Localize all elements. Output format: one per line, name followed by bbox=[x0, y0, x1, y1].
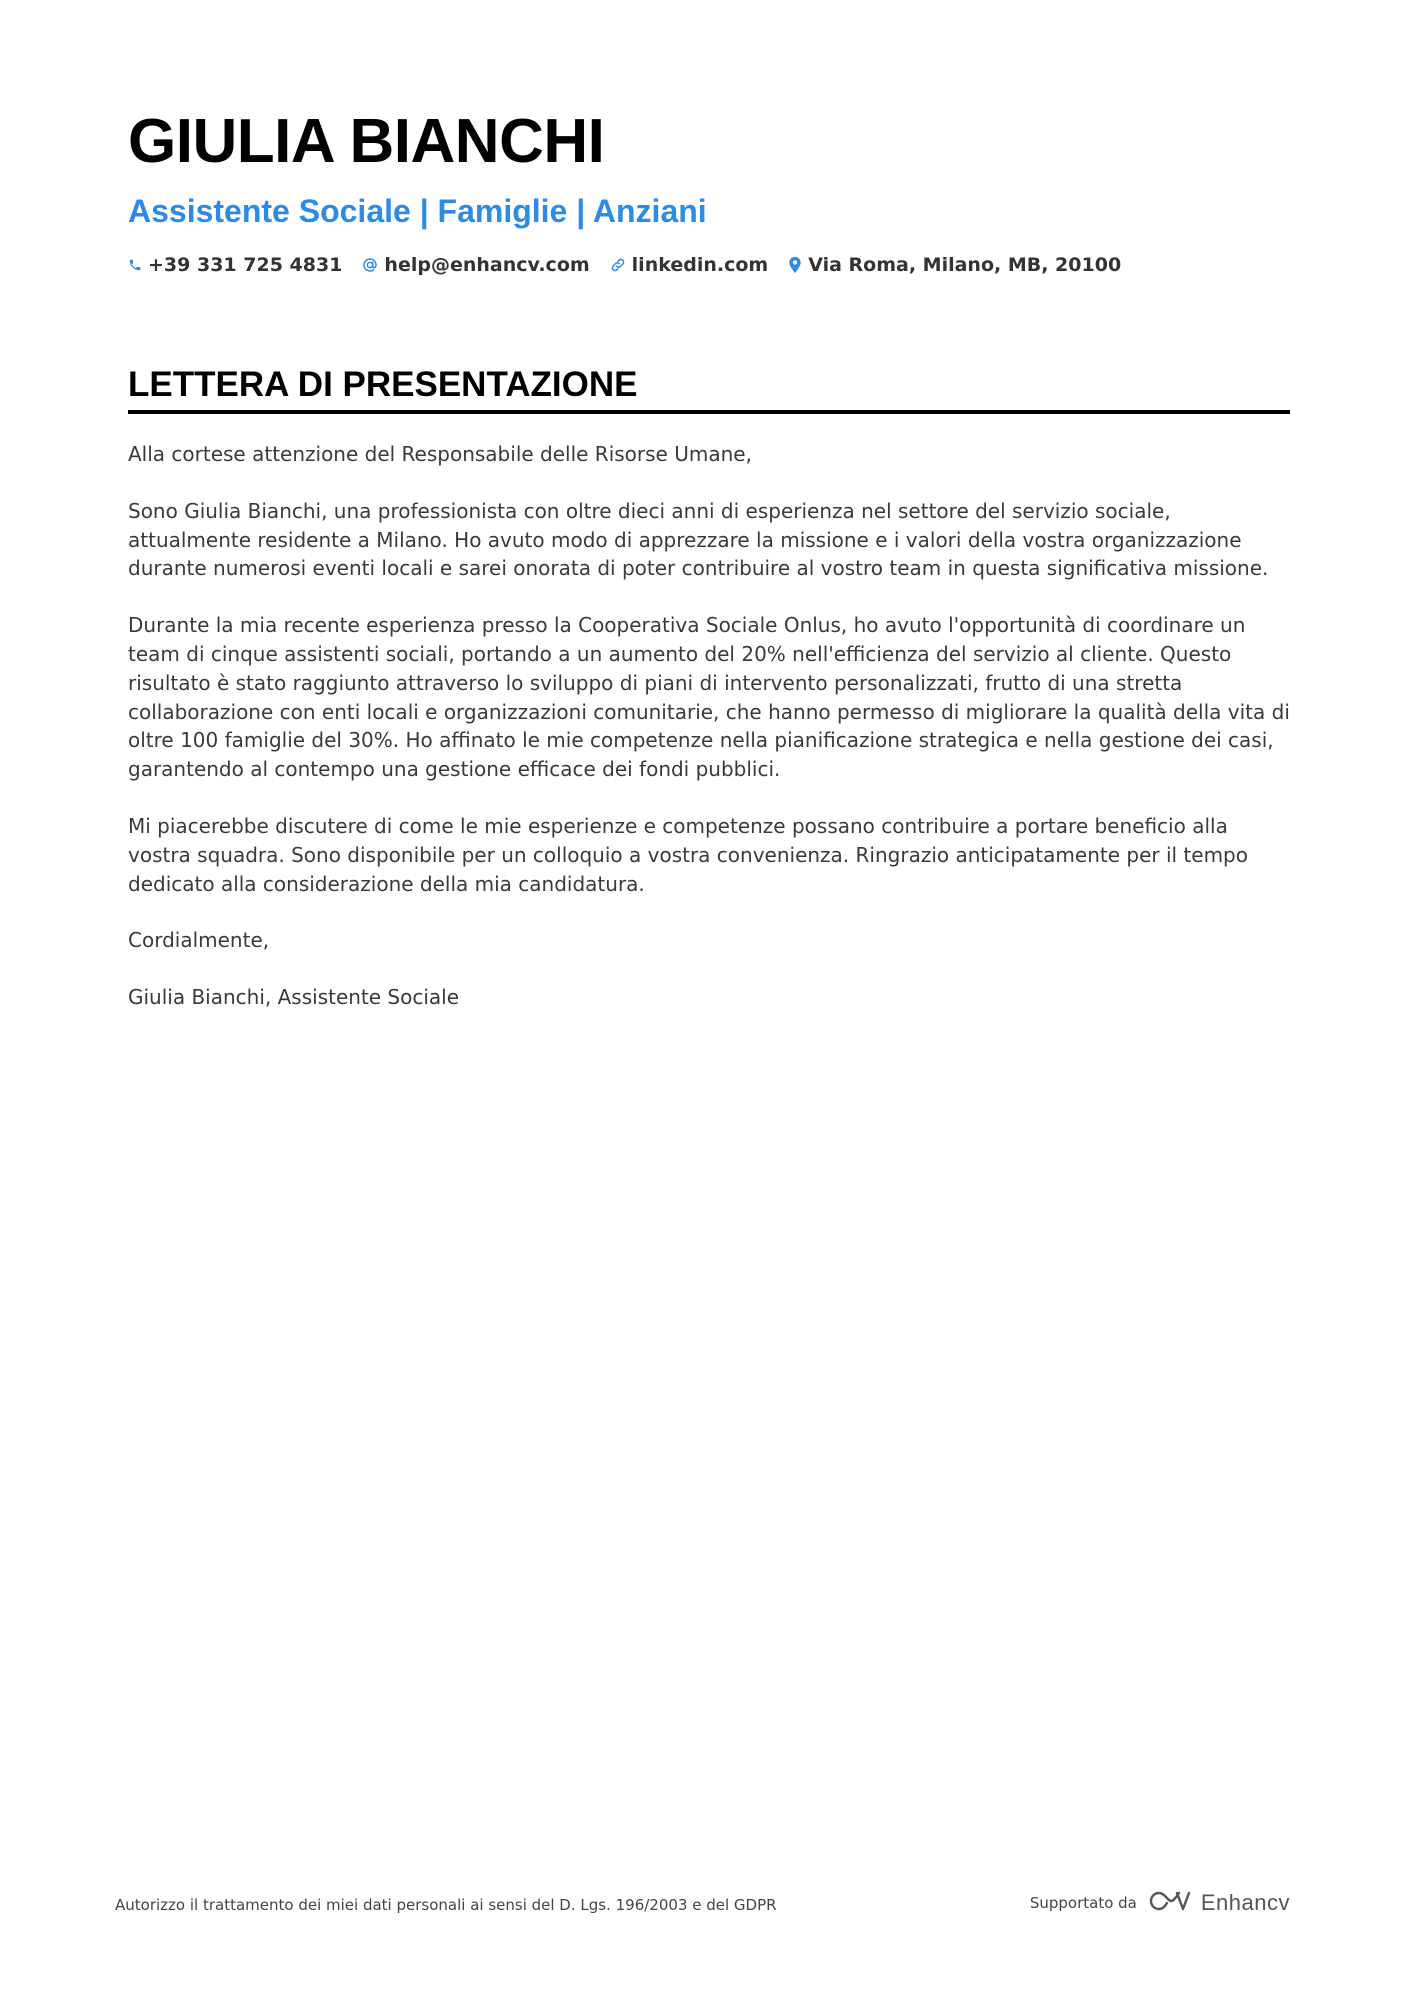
letter-body bbox=[128, 440, 1290, 1040]
link-icon bbox=[610, 257, 626, 273]
brand-name: Enhancv bbox=[1200, 1890, 1290, 1915]
powered-by-label: Supportato da bbox=[1029, 1894, 1137, 1912]
at-icon bbox=[362, 257, 378, 273]
email-text: help@enhancv.com bbox=[384, 254, 590, 276]
location-pin-icon bbox=[788, 257, 802, 273]
letter-paragraph: Sono Giulia Bianchi, una professionista con oltre dieci anni di esperienza nel settore del servizio sociale, attualmente residente a Milano. Ho avuto modo di apprezzare la missione e i valori della vostra organizzazione durante numerosi eventi locali e sarei onorata di poter contribuire al vostro team in questa significativa missione. bbox=[128, 498, 1269, 581]
contact-address bbox=[788, 254, 1121, 276]
letter-closing: Cordialmente, bbox=[128, 928, 270, 953]
contact-linkedin[interactable] bbox=[610, 254, 769, 276]
contact-bar bbox=[128, 254, 1121, 276]
letter-signature: Giulia Bianchi, Assistente Sociale bbox=[128, 985, 460, 1010]
letter-paragraph: Durante la mia recente esperienza presso la Cooperativa Sociale Onlus, ho avuto l'opportunità di coordinare un team di cinque assistenti sociali, portando a un aumento del 20% nell'efficienza del servizio al cliente. Questo risultato è stato raggiunto attraverso lo sviluppo di piani di intervento personalizzati, frutto di una stretta collaborazione con enti locali e organizzazioni comunitarie, che hanno permesso di migliorare la qualità della vita di oltre 100 famiglie del 30%. Ho affinato le mie competenze nella pianificazione strategica e nella gestione dei casi, garantendo al contempo una gestione efficace dei fondi pubblici. bbox=[128, 613, 1290, 782]
contact-phone[interactable] bbox=[128, 254, 342, 276]
letter-salutation: Alla cortese attenzione del Responsabile delle Risorse Umane, bbox=[128, 442, 752, 466]
section-divider bbox=[128, 410, 1290, 414]
letter-paragraph: Mi piacerebbe discutere di come le mie esperienze e competenze possano contribuire a portare beneficio alla vostra squadra. Sono disponibile per un colloquio a vostra convenienza. Ringrazio anticipatamente per il tempo dedicato alla considerazione della mia candidatura. bbox=[128, 813, 1248, 896]
phone-icon bbox=[128, 258, 142, 272]
contact-email[interactable] bbox=[362, 254, 589, 276]
phone-text: +39 331 725 4831 bbox=[148, 254, 343, 276]
address-text: Via Roma, Milano, MB, 20100 bbox=[808, 254, 1122, 276]
powered-by[interactable] bbox=[1030, 1888, 1290, 1918]
enhancv-logo-icon bbox=[1147, 1888, 1193, 1918]
brand-logo bbox=[1147, 1888, 1290, 1918]
section-title: LETTERA DI PRESENTAZIONE bbox=[128, 365, 638, 404]
candidate-title: Assistente Sociale | Famiglie | Anziani bbox=[128, 193, 707, 229]
linkedin-text: linkedin.com bbox=[631, 254, 769, 276]
candidate-name: GIULIA BIANCHI bbox=[128, 107, 605, 176]
privacy-consent: Autorizzo il trattamento dei miei dati personali ai sensi del D. Lgs. 196/2003 e del GDPR bbox=[115, 1896, 777, 1914]
